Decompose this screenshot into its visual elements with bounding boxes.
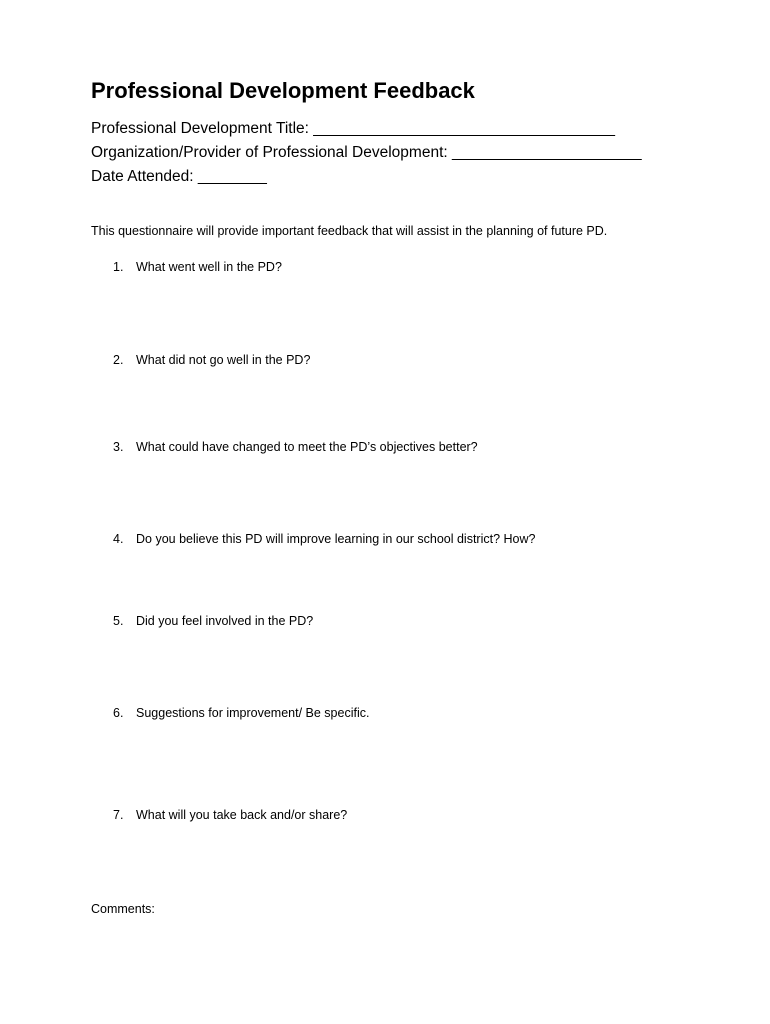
question-item	[113, 351, 310, 369]
question-text: Do you believe this PD will improve learning in our school district? How?	[136, 532, 536, 546]
question-text: What did not go well in the PD?	[136, 353, 311, 367]
question-item	[113, 612, 313, 630]
question-text: What could have changed to meet the PD’s objectives better?	[136, 440, 478, 454]
question-number: 1.	[113, 260, 124, 274]
question-number: 2.	[113, 353, 124, 367]
date-attended-field: Date Attended: ________	[91, 168, 267, 185]
question-text: Suggestions for improvement/ Be specific.	[136, 706, 370, 720]
question-number: 3.	[113, 440, 124, 454]
question-item	[113, 704, 369, 722]
question-item	[113, 258, 282, 276]
organization-provider-field: Organization/Provider of Professional Development: ______________________	[91, 144, 642, 161]
question-item	[113, 438, 478, 456]
question-text: Did you feel involved in the PD?	[136, 614, 314, 628]
question-item	[113, 530, 535, 548]
intro-paragraph: This questionnaire will provide important feedback that will assist in the planning of future PD.	[91, 224, 608, 238]
question-number: 4.	[113, 532, 124, 546]
question-number: 7.	[113, 808, 124, 822]
document-title: Professional Development Feedback	[91, 78, 475, 103]
question-item	[113, 806, 347, 824]
question-number: 6.	[113, 706, 124, 720]
comments-label: Comments:	[91, 902, 155, 916]
question-number: 5.	[113, 614, 124, 628]
pd-title-field: Professional Development Title: ___________________________________	[91, 120, 615, 137]
question-text: What will you take back and/or share?	[136, 808, 348, 822]
question-text: What went well in the PD?	[136, 260, 282, 274]
